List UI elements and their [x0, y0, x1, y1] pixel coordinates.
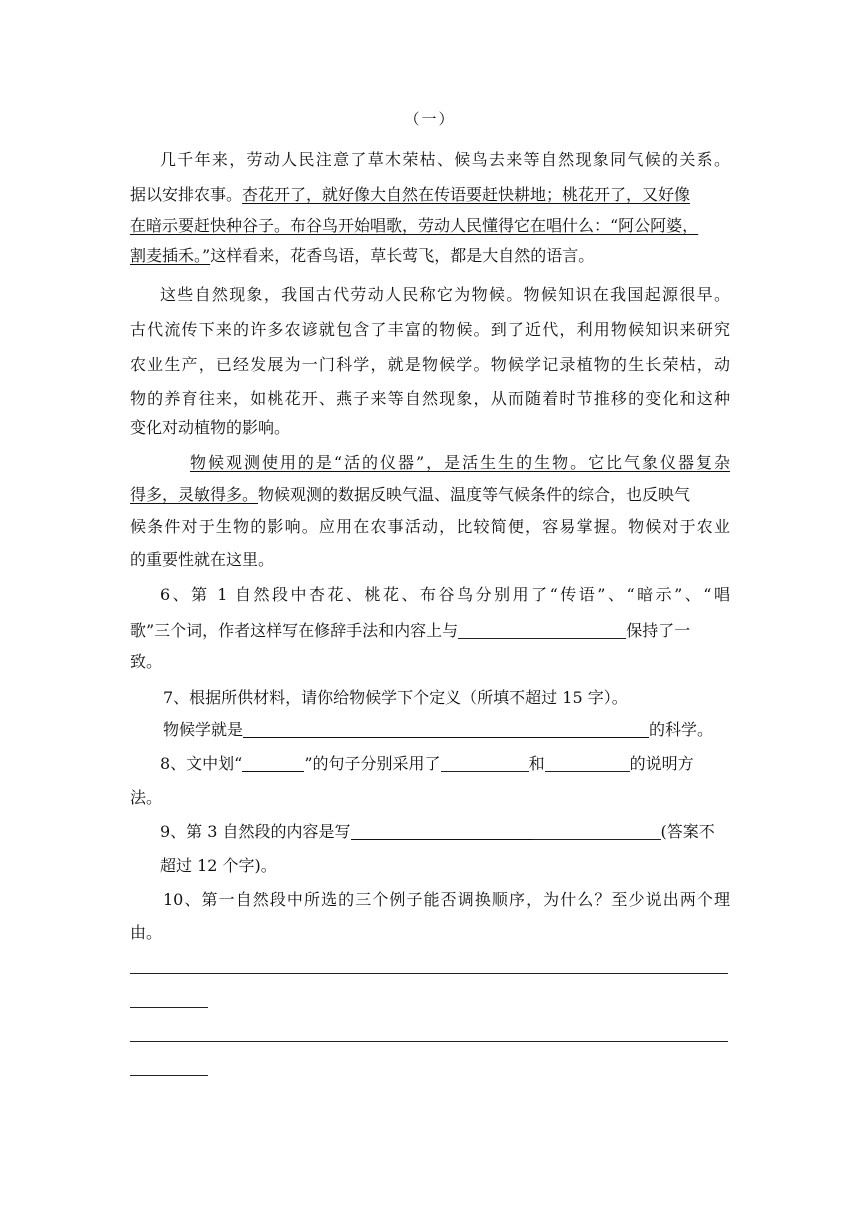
q7-answer-blank[interactable]: [243, 721, 649, 738]
answer-line-1-tail[interactable]: [130, 1007, 208, 1008]
answer-line-2[interactable]: [130, 1041, 728, 1042]
p2-line-4: 物的养育往来，如桃花开、燕子来等自然现象，从而随着时节推移的变化和这种: [130, 389, 730, 408]
q9-answer-blank-2[interactable]: [533, 823, 661, 840]
q6-line-2: 歌”三个词，作者这样写在修辞手法和内容上与 保持了一: [130, 621, 691, 640]
answer-line-1[interactable]: [130, 973, 728, 974]
q8-line-1: 8、文中划“ ”的句子分别采用了 和 的说明方: [160, 754, 694, 773]
p3-line-3: 候条件对于生物的影响。应用在农事活动，比较简便，容易掌握。物候对于农业: [130, 517, 730, 536]
underlined-sentence: 杏花开了，就好像大自然在传语要赶快耕地；桃花开了，又好像: [242, 185, 691, 204]
p3-line-2: 得多，灵敏得多。物候观测的数据反映气温、温度等气候条件的综合，也反映气: [130, 485, 691, 504]
q10-line-2: 由。: [130, 923, 163, 942]
q7-line-1: 7、根据所供材料，请你给物候学下个定义（所填不超过 15 字）。: [163, 688, 628, 707]
p1-line-4: 割麦插禾。”这样看来，花香鸟语，草长莺飞，都是大自然的语言。: [130, 246, 595, 265]
p1-line-3: 在暗示要赶快种谷子。布谷鸟开始唱歌，劳动人民懂得它在唱什么：“阿公阿婆，: [130, 216, 699, 235]
p2-line-1: 这些自然现象，我国古代劳动人民称它为物候。物候知识在我国起源很早。: [160, 285, 730, 304]
q6-line-1: 6、第 1 自然段中杏花、桃花、布谷鸟分别用了“传语”、“暗示”、“唱: [160, 585, 730, 604]
p3-line-1: 物候观测使用的是“活的仪器”，是活生生的生物。它比气象仪器复杂: [190, 453, 730, 472]
p1-line-1: 几千年来，劳动人民注意了草木荣枯、候鸟去来等自然现象同气候的关系。: [160, 150, 730, 169]
q9-line-1: 9、第 3 自然段的内容是写 (答案不: [160, 822, 715, 841]
p1-line-2: 据以安排农事。杏花开了，就好像大自然在传语要赶快耕地；桃花开了，又好像: [130, 185, 691, 204]
q8-underline-sample: [242, 755, 304, 772]
underlined-sentence-p3: 得多，灵敏得多。: [130, 485, 259, 504]
q9-answer-blank-1[interactable]: [351, 823, 533, 840]
underlined-sentence-end: 割麦插禾。”: [130, 246, 211, 265]
q7-line-2: 物候学就是 的科学。: [163, 720, 714, 739]
q6-answer-blank[interactable]: [458, 622, 626, 639]
q10-line-1: 10、第一自然段中所选的三个例子能否调换顺序，为什么？至少说出两个理: [163, 890, 730, 909]
p2-line-2: 古代流传下来的许多农谚就包含了丰富的物候。到了近代，利用物候知识来研究: [130, 320, 730, 339]
q8-line-2: 法。: [130, 788, 163, 807]
q8-answer-blank-2[interactable]: [545, 755, 630, 772]
p2-line-3: 农业生产，已经发展为一门科学，就是物候学。物候学记录植物的生长荣枯，动: [130, 355, 730, 374]
q8-answer-blank-1[interactable]: [441, 755, 529, 772]
q9-line-2: 超过 12 个字)。: [160, 856, 277, 875]
section-title: （一）: [404, 110, 456, 128]
answer-line-2-tail[interactable]: [130, 1075, 208, 1076]
p3-line-4: 的重要性就在这里。: [130, 550, 275, 569]
q6-line-3: 致。: [130, 652, 163, 671]
p2-line-5: 变化对动植物的影响。: [130, 418, 291, 437]
